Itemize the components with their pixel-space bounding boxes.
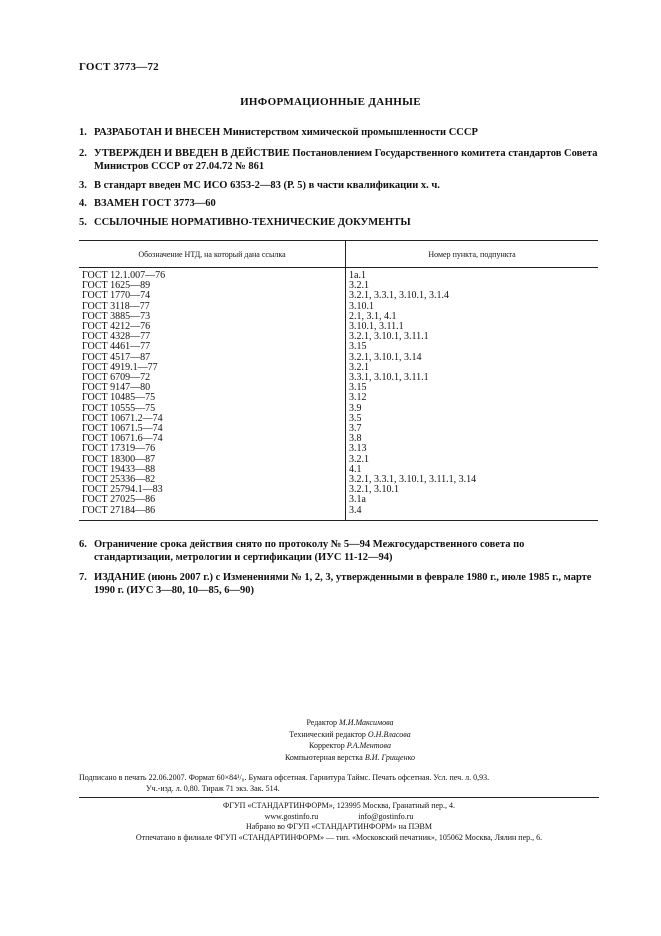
clause-cell: 3.2.1 [349,361,369,373]
table-row [79,506,598,519]
item-number: 6. [79,539,87,550]
clause-cell: 3.10.1, 3.11.1 [349,321,404,333]
column-header-clause: Номер пункта, подпункта [346,241,599,268]
table-row [79,342,598,352]
document-cell: ГОСТ 25336—82 [79,475,346,485]
clause-cell: 3.15 [349,341,367,353]
editor-role: Редактор [306,718,338,727]
document-cell: ГОСТ 18300—87 [79,455,346,465]
info-item [79,197,599,210]
item-text: Ограничение срока действия снято по протоколу № 5—94 Межгосударственного совета по стандартизации, метрологии и сертификации (ИУС 11-12—94) [94,539,525,563]
print-details-line-1: Подписано в печать 22.06.2007. Формат 60×84¹/₈. Бумага офсетная. Гарнитура Таймс. Печать офсетная. Усл. печ. л. 0,93. [79,773,490,782]
table-header-row [79,241,598,268]
proofreader-line [200,740,500,752]
table-row [79,485,598,495]
document-cell: ГОСТ 1770—74 [79,291,346,301]
clause-cell: 3.2.1, 3.10.1 [349,484,399,496]
table-row [79,373,598,383]
document-cell: ГОСТ 10671.5—74 [79,424,346,434]
item-number: 4. [79,198,87,209]
print-details [79,772,609,794]
table-row [79,363,598,373]
item-text: УТВЕРЖДЕН И ВВЕДЕН В ДЕЙСТВИЕ Постановлением Государственного комитета стандартов Совета Министров СССР от 27.04.72 № 861 [94,148,598,172]
table-row [79,393,598,403]
layout-line [200,752,500,764]
table-row [79,268,598,282]
item-text: В стандарт введен МС ИСО 6353-2—83 (Р. 5) в части квалификации х. ч. [94,180,440,191]
clause-cell: 3.7 [349,423,362,435]
publisher-email-link[interactable]: info@gostinfo.ru [358,811,414,821]
document-cell: ГОСТ 10555—75 [79,404,346,414]
editor-name: О.Н.Власова [367,729,411,739]
table-row [79,332,598,342]
clause-cell: 3.3.1, 3.10.1, 3.11.1 [349,372,429,384]
typeset-note: Набрано во ФГУП «СТАНДАРТИНФОРМ» на ПЭВМ [245,822,433,831]
table-bottom-rule [79,519,598,521]
clause-cell: 3.10.1 [349,300,374,312]
clause-cell: 3.12 [349,392,367,404]
document-cell: ГОСТ 4212—76 [79,322,346,332]
column-header-document: Обозначение НТД, на который дана ссылка [79,241,346,268]
document-cell: ГОСТ 10485—75 [79,393,346,403]
document-cell: ГОСТ 3118—77 [79,302,346,312]
table-row [79,291,598,301]
clause-cell: 3.4 [349,504,362,516]
item-number: 1. [79,127,87,138]
publisher-footer [79,801,599,843]
editor-role: Корректор [309,741,345,750]
document-cell: ГОСТ 1625—89 [79,281,346,291]
info-item [79,179,599,192]
document-cell: ГОСТ 27025—86 [79,495,346,505]
document-cell: ГОСТ 25794.1—83 [79,485,346,495]
table-row [79,281,598,291]
info-item [79,216,599,229]
editor-role: Компьютерная верстка [284,752,363,762]
editorial-credits [200,717,500,763]
document-cell: ГОСТ 19433—88 [79,465,346,475]
document-cell: ГОСТ 4517—87 [79,353,346,363]
clause-cell: 3.2.1, 3.10.1, 3.11.1 [349,331,429,343]
table-row [79,434,598,444]
document-cell: ГОСТ 3885—73 [79,312,346,322]
document-cell: ГОСТ 10671.6—74 [79,434,346,444]
document-cell: ГОСТ 12.1.007—76 [79,268,346,282]
publisher-website-link[interactable]: www.gostinfo.ru [264,811,319,821]
item-number: 3. [79,180,87,191]
info-item [79,147,599,173]
item-number: 5. [79,217,87,228]
clause-cell: 4.1 [349,463,362,475]
clause-cell: 2.1, 3.1, 4.1 [349,310,397,322]
document-code-header: ГОСТ 3773—72 [79,61,159,73]
table-row [79,383,598,393]
reference-documents-table [79,240,598,521]
clause-cell: 3.8 [349,433,362,445]
print-details-line-2: Уч.-изд. л. 0,80. Тираж 71 экз. Зак. 514. [146,784,280,793]
table-row [79,312,598,322]
item-text: ВЗАМЕН ГОСТ 3773—60 [94,198,216,209]
footer-divider [79,797,599,798]
clause-cell: 3.2.1, 3.3.1, 3.10.1, 3.11.1, 3.14 [349,474,477,486]
clause-cell: 3.9 [349,402,362,414]
clause-cell: 1а.1 [349,270,366,281]
clause-cell: 3.15 [349,382,367,394]
info-item [79,126,599,139]
clause-cell: 3.1а [349,494,366,506]
editor-name: Р.А.Ментова [346,741,391,750]
clause-cell: 3.2.1, 3.10.1, 3.14 [349,351,422,363]
tech-editor-line [200,729,500,741]
document-cell: ГОСТ 6709—72 [79,373,346,383]
table-row [79,444,598,454]
table-row [79,455,598,465]
printed-note: Отпечатано в филиале ФГУП «СТАНДАРТИНФОРМ» — тип. «Московский печатник», 105062 Москва, Лялин пер., 6. [135,832,543,842]
table-row [79,465,598,475]
table-row [79,495,598,505]
table-row [79,302,598,312]
editor-line [200,717,500,729]
document-cell: ГОСТ 27184—86 [79,506,346,519]
table-row [79,322,598,332]
clause-cell: 3.13 [349,443,367,455]
document-cell: ГОСТ 4919.1—77 [79,363,346,373]
clause-cell: 3.5 [349,412,362,424]
document-cell: ГОСТ 4328—77 [79,332,346,342]
document-cell: ГОСТ 17319—76 [79,444,346,454]
section-title: ИНФОРМАЦИОННЫЕ ДАННЫЕ [240,96,421,108]
item-number: 7. [79,572,87,583]
item-text: ССЫЛОЧНЫЕ НОРМАТИВНО-ТЕХНИЧЕСКИЕ ДОКУМЕНТЫ [94,217,411,228]
document-cell: ГОСТ 4461—77 [79,342,346,352]
item-text: РАЗРАБОТАН И ВНЕСЕН Министерством химической промышленности СССР [94,127,478,138]
document-cell: ГОСТ 10671.2—74 [79,414,346,424]
publisher-contacts [79,812,599,823]
publisher-address: ФГУП «СТАНДАРТИНФОРМ», 123995 Москва, Гранатный пер., 4. [222,801,456,810]
clause-cell: 3.2.1, 3.3.1, 3.10.1, 3.1.4 [349,290,449,302]
clause-cell: 3.2.1 [349,453,369,465]
info-item [79,538,599,564]
document-cell: ГОСТ 9147—80 [79,383,346,393]
info-item [79,571,599,597]
editor-role: Технический редактор [289,729,366,739]
clause-cell: 3.2.1 [349,280,369,292]
editor-name: М.И.Максимова [339,718,394,727]
editor-name: В.И. Грищенко [364,752,416,762]
item-text: ИЗДАНИЕ (июнь 2007 г.) с Изменениями № 1, 2, 3, утвержденными в феврале 1980 г., июле 1985 г., марте 1990 г. (ИУС 3—80, 10—85, 6—90) [94,572,592,596]
item-number: 2. [79,148,87,159]
